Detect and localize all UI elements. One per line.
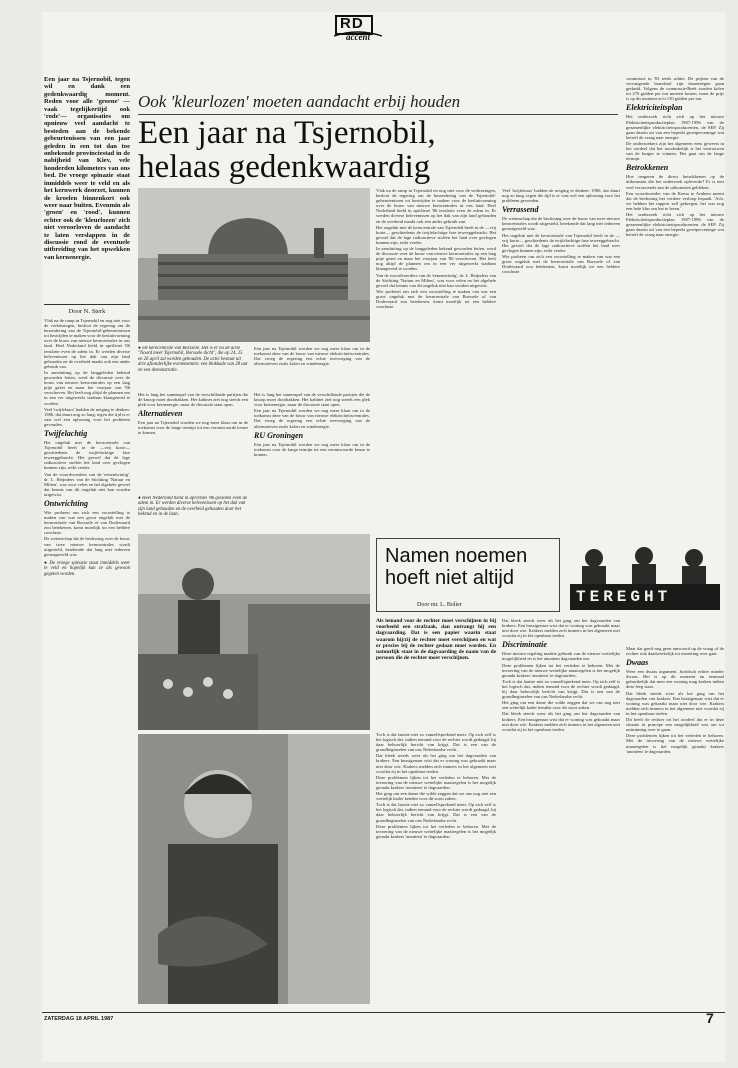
paragraph: Hoe reageren de direct betrokkenen op de uitkomsten die het onderzoek opleverde? Er is niet veel verrassends aan de uitkomsten gebleken.	[626, 174, 724, 190]
subhead-elektriciteitsplan: Elektriciteitsplan	[626, 103, 683, 113]
article2-headline-line-1: Namen noemen	[385, 545, 528, 567]
column-1	[44, 318, 130, 1038]
paragraph: Toch is dat laatste niet zo vanzelfsprekend meer. Op zich zelf is het logisch dat, indien iemand voor de rechter wordt gedaagd, hij daar behoorlijk bericht van krijgt. Dat is een van de grondbeginselen van ons Nederlandse recht.	[376, 802, 496, 823]
paragraph: Dat bleek steeds weer als het ging om het dagvaarden van krakers. Een bussigenaar wist dat er woning was gekraakt maar niet door wie. Krakers melden zich immers in het algemeen niet voordat zij in het openbaar treden.	[502, 618, 620, 639]
paragraph: Toch is dat laatste niet zo vanzelfsprekend meer. Op zich zelf is het logisch dat, indien iemand voor de rechter wordt gedaagd, hij daar behoorlijk bericht van krijgt. Dat is een van de grondbeginselen van ons Nederlandse recht.	[502, 678, 620, 700]
subhead-betrokkenen: Betrokkenen	[626, 163, 669, 173]
caption-plant	[138, 346, 248, 386]
terecht-title: TEREGHT	[576, 588, 672, 606]
subhead-discriminatie: Discriminatie	[502, 640, 547, 650]
paragraph: Vlak na de ramp in Tsjernobil en nog niet voor de verkiezingen, besloot de regering om de besondering van de Tsjernobil-gebeurtenissen tot bestrijden te maken voor de besluitvorming over de bouw van nieuwe kerncentrales in ons land. Heel Nederland hield in april/mei '86 tenslotte even de adem in. Er werden diverse belevenissen op het dak van zijn land gehouden en de overheid maakt ook een ander gebruik van.	[376, 188, 496, 224]
subhead-alternatieven: Alternatieven	[138, 409, 183, 419]
logo-sub: accent	[346, 32, 370, 42]
paragraph: Het ongeluk met de kerncentrale van Tsjernobil heeft in de —vrij korte— geschiedenis de twijfelachtige fase teweeggebracht. Het gevoel dat de lage radioactieve stoffen het land over gevlogen kunnen zijn, reikt verder.	[502, 232, 620, 253]
masthead-logo	[330, 14, 386, 44]
paragraph: Dit heeft de rechter tot het oordeel dat er in deze situatie in principe een mogelijkheid was om tot ontruiming over te gaan.	[626, 717, 724, 733]
photo-spinach	[138, 734, 370, 1004]
paragraph: Wie probeert om zich een voorstelling te maken van wat een groot ongeluk met de kerncentrale van Borssele of van Dodewaard zou betekenen, komt moeilijk tot een heldere conclusie.	[376, 288, 496, 310]
paragraph: Het ongeluk met de kerncentrale van Tsjernobil heeft in de —vrij korte— geschiedenis de twijfelachtige fase teweeggebracht. Het gevoel dat de lage radioactieve stoffen het land over gevlogen kunnen zijn, reikt verder.	[376, 224, 496, 245]
article2-byline: Door mr. L. Bolier	[417, 602, 462, 608]
column-3	[254, 392, 370, 528]
paragraph: De onderzoekers zijn het algemeen eens geweest in het oordeel dat het noodzakelijk is het vertrouwen van de burger te winnen. Het gaat om de lange termijn.	[626, 140, 724, 162]
paragraph: Een woordvoerder van de Kema te Arnhem meent dat de beslissing het verdere verloop bepaalt. 'Ach, we hebben het rapport zelf gekregen, het was nog een hele klus om het te lezen.'	[626, 190, 724, 211]
photo-market	[138, 534, 370, 730]
headline-line-1: Een jaar na Tsjernobil,	[138, 115, 436, 151]
paragraph: Weer een dwaas argument. Juridisch echter minder dwaas. Het is op dit moment nu eenmaal gebruikelijk dat men een woning mag kraken indien deze leeg staat.	[626, 669, 724, 690]
article-kicker: Ook 'kleurlozen' moeten aandacht erbij houden	[138, 92, 461, 111]
paragraph: Veel 'twijfelaars' hadden de neiging te denken: 1986, dat duurt nog zo lang, tegen die tijd is er vast wel een oplossing voor het probleem gevonden.	[44, 406, 130, 427]
subhead-verrassend: Verrassend	[502, 205, 539, 215]
logo-letters: RD	[340, 15, 364, 32]
paragraph: Dat bleek steeds weer als het ging om het dagvaarden van krakers. Een bussigenaar wist dat er woning was gekraakt maar niet door wie. Krakers melden zich immers in het algemeen niet voordat zij in het openbaar treden.	[626, 690, 724, 716]
caption-plant-text: De kerncentrale van Borssele. Het is er na de actie "Noord meer Tsjernobil, Borssele dicht", die op 24, 25 en 26 april zal worden gehouden. De actie bestaat uit drie afzonderlijke evenementen: een blokkade van 28 uur en een demonstratie.	[138, 346, 248, 373]
page-number: 7	[706, 1010, 714, 1026]
article-lead: Een jaar na Tsjernobil, tegen wil en dank een gedenkwaardig moment. Reden voor alle 'groene' —vaak tegelijkertijd ook 'rode'— organisaties om opnieuw veel aandacht te besteden aan de bekende gebeurtenissen van een jaar geleden in een tot dan toe onbekende provinciestad in de nabijheid van Kiev, vele honderden kilometers van ons bed. De vroege spinazie staat inmiddels weer te veld en als het kernwerk doorzet, kunnen de kroelen binnenkort ook weer naar buiten. Evenmin als 'groen' en 'rood', kunnen echter ook de 'kleurlozen' zich niet veroorloven de aandacht te laten verslappen in de discussie rond de eventuele uitbreiding van het opwekken van kernenergie.	[44, 76, 130, 261]
subhead-dwaas: Dwaas	[626, 658, 649, 668]
nuclear-plant-illustration	[138, 188, 370, 342]
paragraph: Deze nieuwe regeling maakte gebruik van de nieuwe wettelijke mogelijkheid en is het anoniem dagvaarden om.	[502, 651, 620, 662]
article2-headline-line-2: hoeft niet altijd	[385, 567, 514, 589]
caption-bullet-icon: ●	[138, 346, 143, 351]
paragraph: In aansluiting op de langgeleden bekend geworden feiten, werd de discussie over de bouw van nieuwe kerncentrales op een laag pitje gezet en maar het voorjaar van '86 verschoven. Het leeft nog altijd de plannen om in een ver uitgewerkt stadium klaargereed te worden.	[44, 369, 130, 406]
paragraph: Maar dat geeft nog geen antwoord op de vraag of de rechter ook daadwerkelijk tot uitzetting over gaat.	[626, 646, 724, 657]
text-block-center: Een jaar na Tsjernobil worden we nog meer klaar om in de toekomst deze van de bouw van nieuwe elektriciteitscentrales. Dat vroeg de regering een echte overweging van de alternatieven zoals kolen en windenergie.	[254, 346, 370, 367]
footer-rule	[42, 1012, 725, 1013]
paragraph: Van de woordvoerders van de 'eenentwintig', dr. L. Reijnders van de Stichting 'Natuur en Milieu', was voor velen en het algehele gevoel dat kennis van dit ongeluk niet kan worden uitgewist.	[44, 471, 130, 497]
column-4	[376, 188, 496, 478]
headline-line-2: helaas gedenkwaardig	[138, 149, 431, 185]
spinach-illustration	[138, 734, 370, 1004]
article2-column-2	[502, 618, 620, 1004]
footer-date: ZATERDAG 18 APRIL 1987	[44, 1016, 114, 1022]
market-illustration	[138, 534, 370, 730]
paragraph: Wie probeert om zich een voorstelling te maken van wat een groot ongeluk met de kerncentrale van Borssele of van Dodewaard zou betekenen, komt moeilijk tot een heldere conclusie.	[44, 510, 130, 536]
caption-spinach	[44, 561, 130, 577]
paragraph: Dat bleek steeds weer als het ging om het dagvaarden van krakers. Een bussigenaar wist dat er woning was gekraakt maar niet door wie. Krakers melden zich immers in het algemeen niet voordat zij in het openbaar treden.	[376, 753, 496, 774]
paragraph: Het is lang het samenspel van de verschillende partijen die de knoop moet doorhakken. Het kabinet ziet nog steeds een plek voor kernenergie, maar de discussie staat open.	[254, 392, 370, 408]
column-2	[138, 392, 248, 492]
caption-bullet-icon: ●	[138, 496, 143, 501]
paragraph: commissie in '83 reeds achtte. De prijzen van de vervangende brandstof zijn daarentegen gaan gedaald. Volgens de commissie-Beek zouden kolen tot 270 gulden per ton moeten kosten, maar de prijs is op dit moment zo'n 130 gulden per ton.	[626, 76, 724, 102]
photo-nuclear-plant	[138, 188, 370, 342]
paragraph: Dat bleek steeds weer als het ging om het dagvaarden van krakers. Een bussigenaar wist dat er woning was gekraakt maar niet door wie. Krakers melden zich immers in het algemeen niet voordat zij in het openbaar treden.	[502, 711, 620, 732]
paragraph: Het onderzoek richt zich op het nieuwe Elektriciteitsproductieplan 1987-1996 van de gezamenlijke elektriciteitsproducenten, de SEP. Zij gaan daarin uit van een beperkt groeipercentage wat betreft de vraag naar energie.	[626, 114, 724, 140]
paragraph: Het onderzoek richt zich op het nieuwe Elektriciteitsproductieplan 1987-1996 van de gezamenlijke elektriciteitsproducenten, de SEP. Zij gaan daarin uit van een beperkt groeipercentage wat betreft de vraag naar energie.	[626, 211, 724, 238]
paragraph: Het ging om een dame die wilde zeggen dat we ons nog niet een wettelijk kader kenden voor dit soort zaken.	[502, 700, 620, 711]
paragraph: Vlak na de ramp in Tsjernobil en nog niet voor de verkiezingen, besloot de regering om de besondering van de Tsjernobil-gebeurtenissen tot bestrijden te maken voor de besluitvorming over de bouw van nieuwe kerncentrales in ons land. Heel Nederland hield in april/mei '86 tenslotte even de adem in. Er werden diverse belevenissen op het dak van zijn land gehouden en de overheid maakt ook een ander gebruik van.	[44, 318, 130, 369]
paragraph: Deze problemen lijken tot het verleden te behoren. Met de invoering van de nieuwe wettelijke maatregelen is het mogelijk geraakt krakers 'anoniem' te dagvaarden.	[502, 662, 620, 678]
paragraph: Deze problemen lijken tot het verleden te behoren. Met de invoering van de nieuwe wettelijke maatregelen is het mogelijk geraakt krakers 'anoniem' te dagvaarden.	[376, 774, 496, 790]
paragraph: Veel 'twijfelaars' hadden de neiging te denken: 1986, dat duurt nog zo lang, tegen die tijd is er vast wel een oplossing voor het probleem gevonden.	[502, 188, 620, 204]
subhead-ru-groningen: RU Groningen	[254, 430, 304, 440]
paragraph: Een jaar na Tsjernobil worden we nog meer klaar om in de toekomst voor de lange termijn tot een verantwoorde keuze te komen.	[254, 441, 370, 457]
paragraph: Een jaar na Tsjernobil worden we nog meer klaar om in de toekomst deze van de bouw van nieuwe elektriciteitscentrales. Dat vroeg de regering een echte overweging van de alternatieven zoals kolen en windenergie.	[254, 408, 370, 429]
paragraph: Wie probeert om zich een voorstelling te maken van wat een groot ongeluk met de kerncentrale van Borssele of van Dodewaard zou betekenen, komt moeilijk tot een heldere conclusie.	[502, 253, 620, 275]
article-headline	[138, 116, 628, 184]
paragraph: De wetenschap dat de beslissing over de bouw van twee nieuwe kerncentrales wordt uitgesteld, betekende dat lang niet iedereen gerustgesteld was.	[502, 216, 620, 232]
column-5	[502, 188, 620, 478]
caption-flag-text: Heel Nederland hield in april/mei '86 gesloten even de adem in. Er werden diverse belevenissen op het dak van zijn land gehouden en de overheid gehouden door het bekend en in de laan.	[138, 496, 248, 518]
subhead-ontwrichting: Ontwrichting	[44, 499, 89, 508]
terecht-banner	[566, 538, 724, 612]
article2-lead: Als iemand voor de rechter moet verschijnen in bij voorbeeld een strafzaak, dan ontvangt hij een dagvaarding. Dat is een papier waarin staat waarom hij/zij de rechter moet verschijnen en wat er precies bij de rechter gedaan moet worden. En natuurlijk staat in de dagvaarding de naam van de persoon die de rechter moet verschijnen.	[376, 618, 496, 662]
article2-headline-box	[376, 538, 560, 612]
article-byline: Door N. Sterk	[68, 308, 106, 315]
paragraph: Deze problemen lijken tot het verleden te behoren. Met de invoering van de nieuwe wettelijke maatregelen is het mogelijk geraakt krakers 'anoniem' te dagvaarden.	[376, 823, 496, 839]
subhead-twijfelachtig: Twijfelachtig	[44, 428, 88, 438]
paragraph: Het ging om een dame die wilde zeggen dat we ons nog niet een wettelijk kader kenden voor dit soort zaken.	[376, 791, 496, 802]
article2-column-1	[376, 732, 496, 1004]
caption-flag	[138, 496, 248, 528]
paragraph: Een jaar na Tsjernobil worden we nog meer klaar om in de toekomst voor de lange termijn tot een verantwoorde keuze te komen.	[138, 420, 248, 436]
paragraph: Het is lang het samenspel van de verschillende partijen die de knoop moet doorhakken. Het kabinet ziet nog steeds een plek voor kernenergie, maar de discussie staat open.	[138, 392, 248, 408]
newspaper-page	[42, 12, 725, 1062]
caption-bullet-icon: ●	[44, 560, 50, 566]
paragraph: In aansluiting op de langgeleden bekend geworden feiten, werd de discussie over de bouw van nieuwe kerncentrales op een laag pitje gezet en maar het voorjaar van '86 verschoven. Het leeft nog altijd de plannen om in een ver uitgewerkt stadium klaargereed te worden.	[376, 246, 496, 272]
article2-headline	[385, 545, 551, 589]
paragraph: Toch is dat laatste niet zo vanzelfsprekend meer. Op zich zelf is het logisch dat, indien iemand voor de rechter wordt gedaagd, hij daar behoorlijk bericht van krijgt. Dat is een van de grondbeginselen van ons Nederlandse recht.	[376, 732, 496, 753]
caption-spinach-text: De vroege spinazie staat inmiddels weer te veld en hopelijk kan ze als gewoon gegeten worden.	[44, 560, 130, 577]
paragraph: Deze problemen lijken tot het verleden te behoren. Met de invoering van de nieuwe wettelijke maatregelen is het mogelijk geraakt krakers 'anoniem' te dagvaarden.	[626, 733, 724, 754]
byline-rule	[44, 304, 130, 305]
paragraph: De wetenschap dat de beslissing over de bouw van twee nieuwe kerncentrales wordt uitgesteld, betekende dat lang niet iedereen gerustgesteld was.	[44, 536, 130, 557]
paragraph: Van de woordvoerders van de 'eenentwintig', dr. L. Reijnders van de Stichting 'Natuur en Milieu', was voor velen en het algehele gevoel dat kennis van dit ongeluk niet kan worden uitgewist.	[376, 272, 496, 288]
paragraph: Het ongeluk met de kerncentrale van Tsjernobil heeft in de —vrij korte— geschiedenis de twijfelachtige fase teweeggebracht. Het gevoel dat de lage radioactieve stoffen het land over gevlogen kunnen zijn, reikt verder.	[44, 439, 130, 471]
article2-column-3	[626, 646, 724, 1004]
